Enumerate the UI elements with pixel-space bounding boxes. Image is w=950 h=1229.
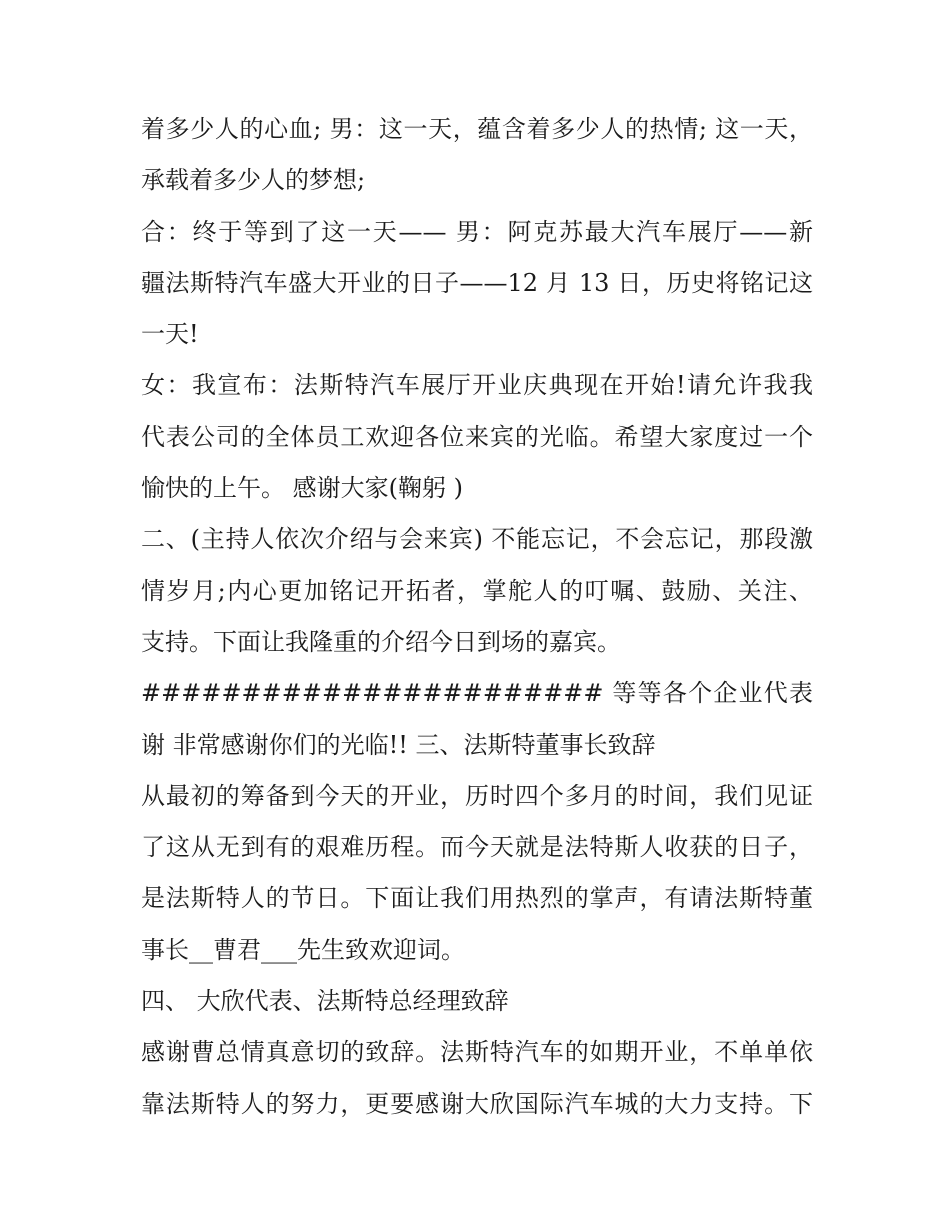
text-line: 着多少人的心血; 男：这一天，蕴含着多少人的热情; 这一天， — [141, 115, 813, 143]
text-line: 是法斯特人的节日。下面让我们用热烈的掌声，有请法斯特董 — [141, 884, 813, 913]
text-line: 代表公司的全体员工欢迎各位来宾的光临。希望大家度过一个 — [141, 422, 813, 451]
text-line: 一天! — [141, 320, 199, 349]
text-line: 从最初的筹备到今天的开业，历时四个多月的时间，我们见证 — [141, 781, 813, 810]
text-line: 四、 大欣代表、法斯特总经理致辞 — [141, 987, 509, 1016]
document-body — [141, 104, 813, 1130]
text-line: 靠法斯特人的努力，更要感谢大欣国际汽车城的大力支持。下 — [141, 1089, 813, 1118]
text-line: 愉快的上午。 感谢大家(鞠躬 ) — [141, 474, 463, 503]
text-line: 了这从无到有的艰难历程。而今天就是法特斯人收获的日子， — [141, 833, 813, 862]
text-line: 谢 非常感谢你们的光临!! 三、法斯特董事长致辞 — [141, 730, 656, 759]
text-line: 感谢曹总情真意切的致辞。法斯特汽车的如期开业，不单单依 — [141, 1038, 813, 1067]
text-line: ####################### 等等各个企业代表 — [141, 679, 813, 708]
text-line: 承载着多少人的梦想; — [141, 166, 366, 195]
text-line: 事长__曹君___先生致欢迎词。 — [141, 935, 465, 964]
text-line: 合：终于等到了这一天—— 男：阿克苏最大汽车展厅——新 — [141, 217, 813, 246]
text-line: 二、(主持人依次介绍与会来宾) 不能忘记，不会忘记，那段激 — [141, 525, 813, 554]
text-line: 女：我宣布：法斯特汽车展厅开业庆典现在开始!请允许我我 — [141, 371, 813, 400]
text-line: 情岁月;内心更加铭记开拓者，掌舵人的叮嘱、鼓励、关注、 — [141, 576, 813, 605]
text-line: 支持。下面让我隆重的介绍今日到场的嘉宾。 — [141, 627, 621, 656]
text-line: 疆法斯特汽车盛大开业的日子——12 月 13 日，历史将铭记这 — [141, 268, 813, 297]
